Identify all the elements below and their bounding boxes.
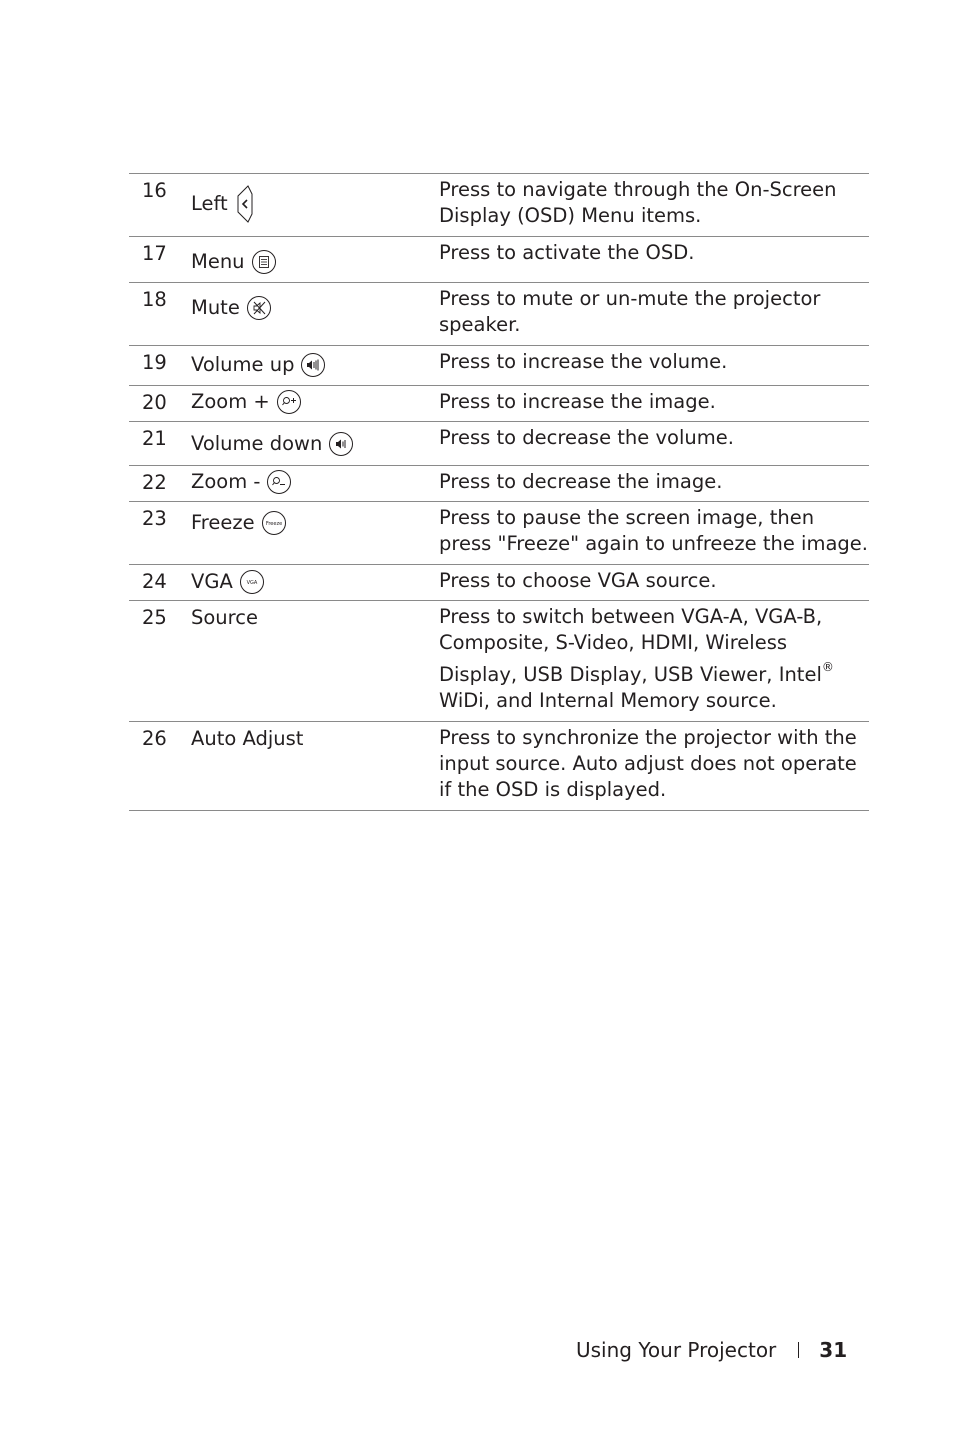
page-footer [576,1336,847,1364]
registered-mark: ® [821,660,834,674]
button-name: Auto Adjust [191,727,304,750]
vga-icon [239,569,265,595]
table-row [129,386,869,422]
table-row [129,346,869,386]
table-row [129,565,869,601]
button-name: Source [191,606,258,629]
table-row [129,237,869,283]
freeze-icon [261,510,287,536]
menu-icon [251,249,277,275]
zoom-in-icon [276,389,302,415]
row-number: 23 [142,507,167,530]
row-number: 24 [142,570,167,593]
zoom-out-icon [266,469,292,495]
button-description-table [129,173,869,811]
row-number: 16 [142,179,167,202]
row-number: 20 [142,391,167,414]
button-name: VGA VGA [191,569,265,595]
vga-icon-text: VGA [246,580,258,586]
button-description: Press to activate the OSD. [439,241,695,264]
left-arrow-icon [234,184,256,224]
freeze-icon-text: Freeze [265,521,282,527]
row-number: 25 [142,606,167,629]
button-description: Press to navigate through the On-Screen Display (OSD) Menu items. [439,178,837,227]
footer-section-title: Using Your Projector [576,1338,777,1362]
button-name: Volume up [191,352,326,378]
button-description: Press to switch between VGA-A, VGA-B, Composite, S-Video, HDMI, Wireless Display, USB Display, USB Viewer, Intel® WiDi, and Internal Memory source. [439,605,834,712]
button-description: Press to pause the screen image, then press "Freeze" again to unfreeze the image. [439,506,868,555]
button-description: Press to decrease the volume. [439,426,734,449]
button-description: Press to synchronize the projector with the input source. Auto adjust does not operate if the OSD is displayed. [439,726,857,801]
button-description: Press to choose VGA source. [439,569,717,592]
button-name: Freeze Freeze [191,510,287,536]
button-name: Zoom - [191,469,292,495]
table-row [129,422,869,466]
page-number: 31 [819,1338,848,1362]
table-row [129,601,869,722]
button-name: Mute [191,295,272,321]
button-name: Left [191,184,256,224]
table-row [129,174,869,237]
volume-up-icon [300,352,326,378]
button-name: Menu [191,249,277,275]
table-row [129,466,869,502]
button-name: Zoom + [191,389,302,415]
row-number: 18 [142,288,167,311]
row-number: 21 [142,427,167,450]
button-description: Press to increase the volume. [439,350,728,373]
button-description: Press to decrease the image. [439,470,723,493]
footer-divider [798,1342,799,1358]
volume-down-icon [328,431,354,457]
mute-icon [246,295,272,321]
button-name: Volume down [191,431,354,457]
table-row [129,502,869,565]
row-number: 22 [142,471,167,494]
table-row [129,722,869,811]
row-number: 19 [142,351,167,374]
button-description: Press to mute or un-mute the projector speaker. [439,287,821,336]
row-number: 17 [142,242,167,265]
row-number: 26 [142,727,167,750]
button-description: Press to increase the image. [439,390,716,413]
table-row [129,283,869,346]
